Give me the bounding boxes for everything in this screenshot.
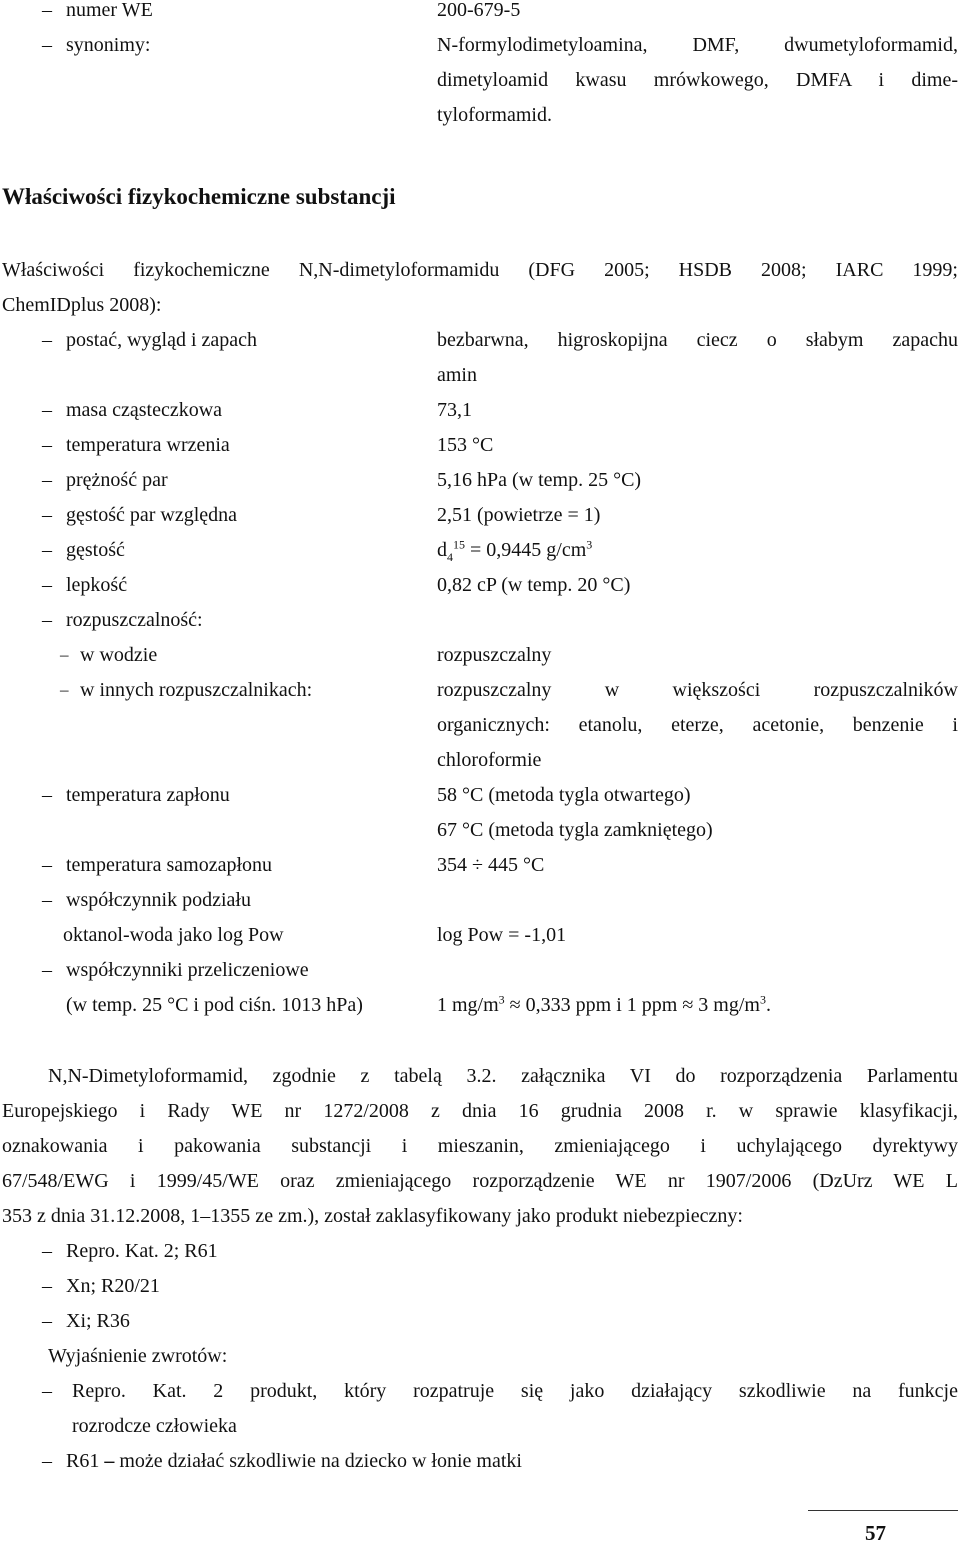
classification-item: Xi; R36 [66,1310,130,1332]
property-value: rozpuszczalny w większości rozpuszczalników [437,679,958,701]
property-label: gęstość par względna [66,504,238,526]
list-dash: – [42,34,52,56]
explanation-text: Repro. Kat. 2 produkt, który rozpatruje się jako działający szkodliwie na funkcje [72,1380,958,1402]
synonymy-line: tyloformamid. [437,104,552,126]
property-value: rozpuszczalny [437,644,552,666]
conversion-value [437,992,771,1018]
property-value: 354 ÷ 445 °C [437,854,545,876]
classification-paragraph: N,N-Dimetyloformamid, zgodnie z tabelą 3.2. załącznika VI do rozporządzenia Parlamentu [48,1065,958,1087]
list-dash: – [42,1450,52,1472]
property-value: 58 °C (metoda tygla otwartego) [437,784,691,806]
list-dash: – [42,1310,52,1332]
list-dash: – [42,609,52,631]
numer-we-value: 200-679-5 [437,0,521,21]
explanation-code: R61 [66,1450,100,1472]
classification-paragraph: Europejskiego i Rady WE nr 1272/2008 z dnia 16 grudnia 2008 r. w sprawie klasyfikacji, [2,1100,958,1122]
list-dash: – [42,889,52,911]
property-label: rozpuszczalność: [66,609,203,631]
list-dash: – [42,0,52,21]
list-dash: – [42,504,52,526]
property-value: 73,1 [437,399,472,421]
list-dash: – [42,399,52,421]
density-superscript: 15 [453,537,465,552]
section-title: Właściwości fizykochemiczne substancji [2,184,396,209]
property-value: 67 °C (metoda tygla zamkniętego) [437,819,713,841]
section-intro-cont: ChemIDplus 2008): [2,294,162,316]
property-label: temperatura wrzenia [66,434,230,456]
synonymy-line: dimetyloamid kwasu mrówkowego, DMFA i dime- [437,69,958,91]
property-label: prężność par [66,469,168,491]
explanation-dash: – [104,1450,115,1472]
conversion-superscript: 3 [759,992,766,1007]
property-label: temperatura samozapłonu [66,854,273,876]
property-label: współczynniki przeliczeniowe [66,959,309,981]
density-unit-superscript: 3 [586,537,593,552]
conversion-part: . [765,994,771,1016]
list-dash: – [42,784,52,806]
sublist-dash: – [60,680,69,699]
footer-rule [808,1510,958,1511]
density-value [437,537,592,563]
conversion-part: ≈ 0,333 ppm i 1 ppm ≈ 3 mg/m [504,994,760,1016]
property-label-cont: oktanol-woda jako log Pow [63,924,284,946]
density-symbol: d [437,539,447,561]
property-value: 2,51 (powietrze = 1) [437,504,601,526]
list-dash: – [42,959,52,981]
property-label: masa cząsteczkowa [66,399,223,421]
list-dash: – [42,469,52,491]
classification-paragraph: 67/548/EWG i 1999/45/WE oraz zmieniającego rozporządzenie WE nr 1907/2006 (DzUrz WE L [2,1170,958,1192]
numer-we-label: numer WE [66,0,153,21]
explanation-text: może działać szkodliwie na dziecko w łonie matki [119,1450,522,1472]
property-value: 5,16 hPa (w temp. 25 °C) [437,469,642,491]
explanation-line [66,1448,522,1474]
property-value: 0,82 cP (w temp. 20 °C) [437,574,631,596]
property-value: chloroformie [437,749,542,771]
list-dash: – [42,574,52,596]
synonymy-label: synonimy: [66,34,151,56]
explanation-heading: Wyjaśnienie zwrotów: [48,1345,228,1367]
property-label-cont: (w temp. 25 °C i pod ciśn. 1013 hPa) [66,994,363,1016]
list-dash: – [42,1275,52,1297]
list-dash: – [42,1380,52,1402]
property-value: amin [437,364,477,386]
property-label: współczynnik podziału [66,889,251,911]
property-label: temperatura zapłonu [66,784,230,806]
property-sublabel: w innych rozpuszczalnikach: [80,679,313,701]
property-label: postać, wygląd i zapach [66,329,258,351]
synonymy-line: N-formylodimetyloamina, DMF, dwumetyloformamid, [437,34,958,56]
property-sublabel: w wodzie [80,644,158,666]
property-label: lepkość [66,574,128,596]
list-dash: – [42,434,52,456]
list-dash: – [42,854,52,876]
classification-item: Repro. Kat. 2; R61 [66,1240,218,1262]
conversion-superscript: 3 [498,992,505,1007]
list-dash: – [42,539,52,561]
section-intro: Właściwości fizykochemiczne N,N-dimetyloformamidu (DFG 2005; HSDB 2008; IARC 1999; [2,259,958,281]
sublist-dash: – [60,645,69,664]
conversion-part: 1 mg/m [437,994,499,1016]
list-dash: – [42,1240,52,1262]
property-value: log Pow = -1,01 [437,924,567,946]
property-value: 153 °C [437,434,494,456]
property-value: bezbarwna, higroskopijna ciecz o słabym zapachu [437,329,958,351]
explanation-text-cont: rozrodcze człowieka [72,1415,237,1437]
property-value: organicznych: etanolu, eterze, acetonie, benzenie i [437,714,958,736]
list-dash: – [42,329,52,351]
density-number: = 0,9445 g/cm [470,539,587,561]
property-label: gęstość [66,539,125,561]
classification-paragraph: 353 z dnia 31.12.2008, 1–1355 ze zm.), został zaklasyfikowany jako produkt niebezpieczny: [2,1205,743,1227]
density-subscript: 4 [447,550,453,564]
classification-item: Xn; R20/21 [66,1275,160,1297]
classification-paragraph: oznakowania i pakowania substancji i mieszanin, zmieniającego i uchylającego dyrektywy [2,1135,958,1157]
page-number: 57 [865,1521,886,1545]
